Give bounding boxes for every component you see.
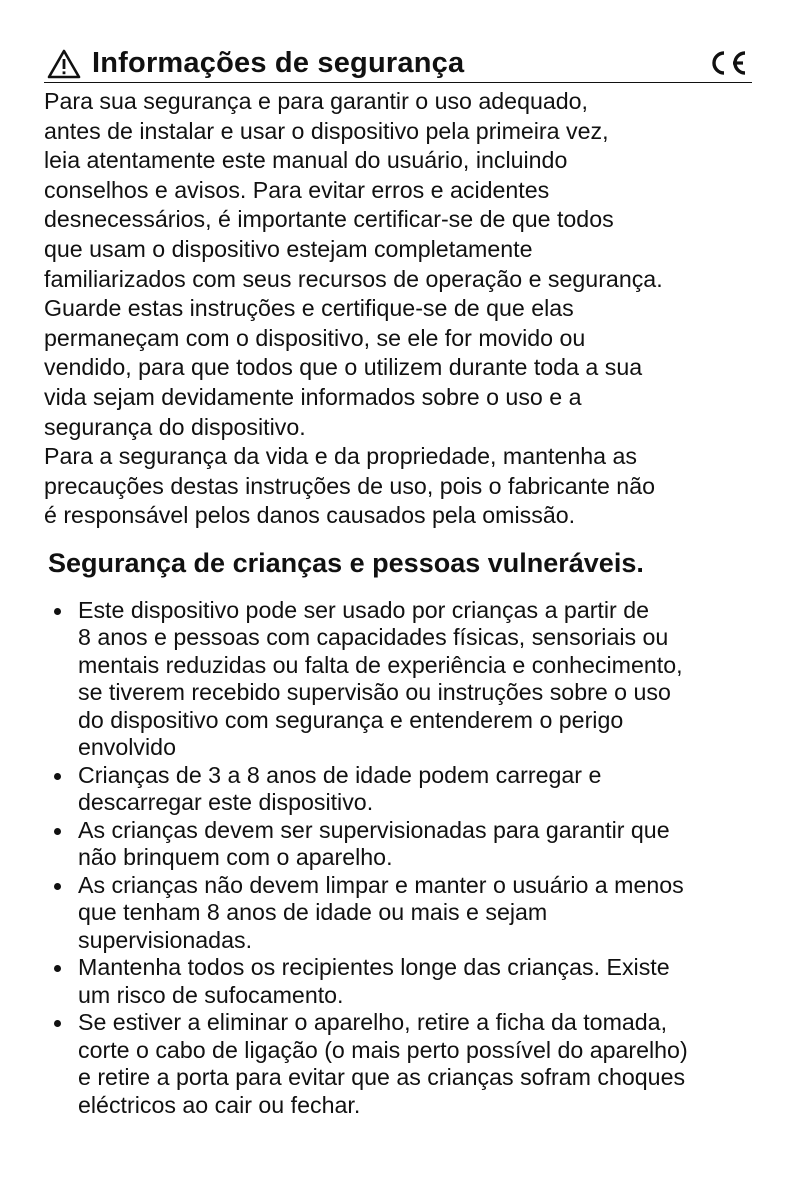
bullet-icon [54,828,61,835]
text-line: que tenham 8 anos de idade ou mais e sejam [78,899,548,926]
text-line: que usam o dispositivo estejam completamente [44,235,533,262]
text-line: descarregar este dispositivo. [78,789,374,816]
text-line: é responsável pelos danos causados pela omissão. [44,502,576,529]
text-line: mentais reduzidas ou falta de experiência e conhecimento, [78,651,683,678]
safety-bullet-list [44,597,752,1120]
text-line: desnecessários, é importante certificar-se de que todos [44,206,614,233]
text-line: eléctricos ao cair ou fechar. [78,1091,361,1118]
list-item [44,597,752,762]
list-item [44,1009,752,1119]
text-line: envolvido [78,734,176,761]
list-item [44,817,752,872]
text-line: corte o cabo de ligação (o mais perto possível do aparelho) [78,1036,688,1063]
text-line: do dispositivo com segurança e entenderem o perigo [78,706,624,733]
list-item [44,762,752,817]
text-line: e retire a porta para evitar que as crianças sofram choques [78,1064,686,1091]
bullet-icon [54,608,61,615]
text-line: vida sejam devidamente informados sobre o uso e a [44,383,582,410]
text-line: Para sua segurança e para garantir o uso adequado, [44,88,589,114]
intro-paragraph [44,87,752,531]
text-line: antes de instalar e usar o dispositivo pela primeira vez, [44,117,609,144]
text-line: 8 anos e pessoas com capacidades físicas, sensoriais ou [78,624,669,651]
list-item [44,872,752,955]
bullet-icon [54,1020,61,1027]
text-line: precauções destas instruções de uso, pois o fabricante não [44,472,655,499]
text-line: As crianças devem ser supervisionadas para garantir que [78,816,670,843]
text-line: Se estiver a eliminar o aparelho, retire a ficha da tomada, [78,1009,668,1036]
bullet-icon [54,773,61,780]
text-line: Para a segurança da vida e da propriedade, mantenha as [44,443,637,470]
section-header [44,44,752,83]
text-line: vendido, para que todos que o utilizem durante toda a sua [44,354,643,381]
list-item [44,954,752,1009]
text-line: leia atentamente este manual do usuário, incluindo [44,147,568,174]
text-line: permaneçam com o dispositivo, se ele for movido ou [44,324,586,351]
ce-mark-icon [706,48,748,78]
text-line: não brinquem com o aparelho. [78,844,393,871]
text-line: segurança do dispositivo. [44,413,306,440]
warning-icon [47,49,81,79]
text-line: conselhos e avisos. Para evitar erros e acidentes [44,176,550,203]
text-line: Este dispositivo pode ser usado por crianças a partir de [78,596,649,623]
text-line: Mantenha todos os recipientes longe das crianças. Existe [78,954,670,981]
bullet-icon [54,965,61,972]
text-line: um risco de sufocamento. [78,981,344,1008]
text-line: supervisionadas. [78,926,253,953]
document-page [44,44,752,1119]
text-line: familiarizados com seus recursos de operação e segurança. [44,265,663,292]
text-line: Crianças de 3 a 8 anos de idade podem carregar e [78,761,602,788]
page-title: Informações de segurança [92,47,465,79]
text-line: Guarde estas instruções e certifique-se de que elas [44,295,574,322]
bullet-icon [54,883,61,890]
text-line: se tiverem recebido supervisão ou instruções sobre o uso [78,679,671,706]
text-line: As crianças não devem limpar e manter o usuário a menos [78,871,684,898]
section-subtitle: Segurança de crianças e pessoas vulneráveis. [48,547,644,578]
